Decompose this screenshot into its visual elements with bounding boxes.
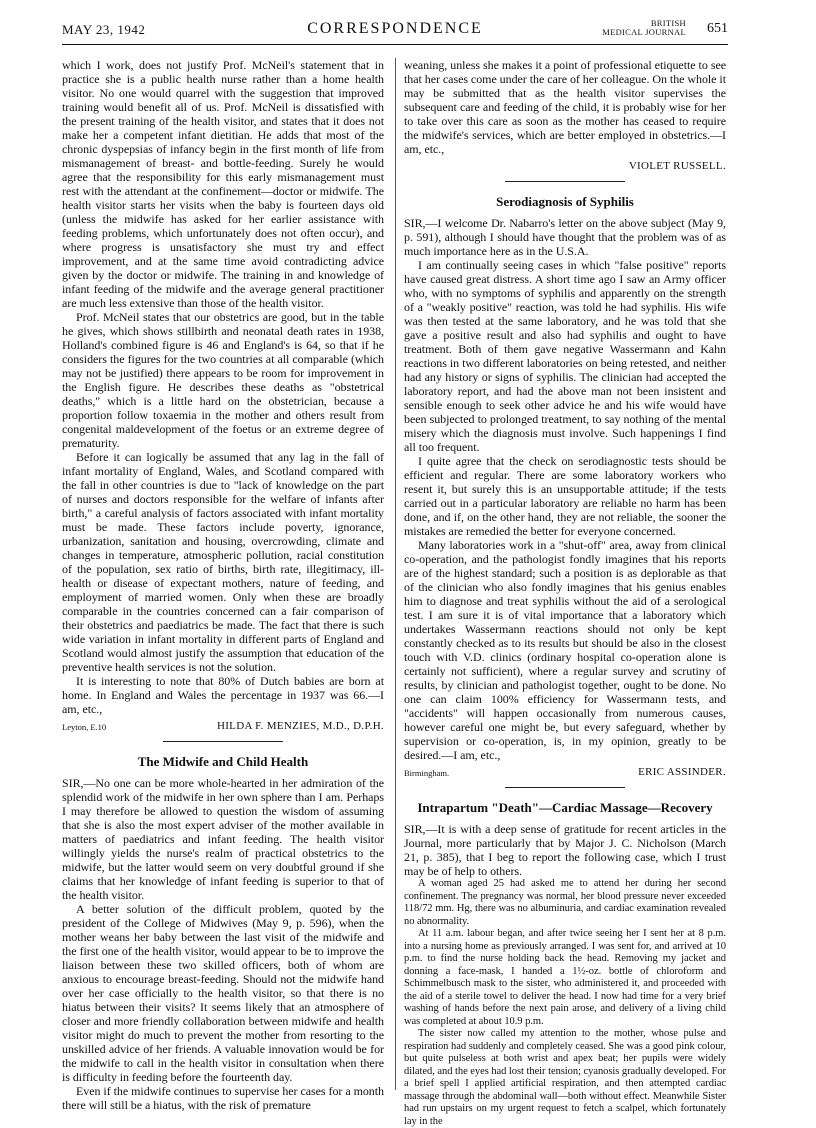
- case-report-paragraph: The sister now called my attention to the mother, whose pulse and respiration had suddenly and completely ceased. She was a good pink colour, but quite pulseless at both wrist and apex beat; her pupils were widely dilated, and the eyes had lost their tension; cyanosis gradually developed. For a brief spell I applied artificial respiration, and then attempted cardiac massage through the abdominal wall—both without effect. Meanwhile Sister had run upstairs on my urgent request to fetch a scalpel, which fortunately lay in the: [404, 1028, 726, 1127]
- column-divider: [395, 58, 396, 1090]
- right-column: [404, 58, 726, 1128]
- journal-name-line1: BRITISH: [650, 18, 686, 28]
- separator: [62, 734, 384, 748]
- signature-name: ERIC ASSINDER.: [638, 766, 726, 778]
- page-header: [62, 18, 728, 45]
- case-report-paragraph: A woman aged 25 had asked me to attend her during her second confinement. The pregnancy was normal, her blood pressure never exceeded 118/72 mm. Hg, there was no albuminuria, and cardiac examination revealed no abnormality.: [404, 878, 726, 927]
- letter2-paragraph: [62, 776, 384, 902]
- letter2-paragraph: weaning, unless she makes it a point of professional etiquette to see that her cases come under the care of her colleague. On the whole it may be submitted that as the health visitor supervises the subsequent care and feeding of the child, it is probably wise for her to take over this care as soon as the mother has ceased to require the midwife's services, which are better employed in obstetrics.—I am, etc.,: [404, 58, 726, 156]
- letter4-paragraph: [404, 822, 726, 878]
- letter3-paragraph: I am continually seeing cases in which "false positive" reports have caused great distress. A short time ago I saw an Army officer who, with no symptoms of syphilis and apparently on the strength of a "weakly positive" reaction, was told he had syphilis. His wife was then tested at the same laboratory, and he was told that she gave a positive result and also had syphilis and ought to have treatment. Both of them gave negative Wassermann and Kahn reactions in two different laboratories on being retested, and neither had any history or signs of syphilis. The clinician had accepted the laboratory report, and had the above man not been insistent and sensible enough to seek other advice he and his wife would have been subjected to prolonged treatment, to say nothing of the mental misery which the diagnosis must involve. Such happenings I find all too frequent.: [404, 258, 726, 454]
- signature-block: [62, 718, 384, 734]
- signature-place: Leyton, E.10: [62, 722, 107, 732]
- signature-block: [404, 158, 726, 174]
- salutation: SIR,: [404, 216, 426, 230]
- letter3-opening: —I welcome Dr. Nabarro's letter on the above subject (May 9, p. 591), although I should have thought that the problem was of as much importance here as in the U.S.A.: [404, 216, 726, 258]
- journal-name: [602, 19, 686, 37]
- letter2-paragraph: Even if the midwife continues to supervise her cases for a month there will still be a hiatus, with the risk of premature: [62, 1084, 384, 1112]
- signature-block: [404, 764, 726, 780]
- article-title: The Midwife and Child Health: [137, 754, 309, 769]
- letter1-paragraph: Prof. McNeil states that our obstetrics are good, but in the table he gives, which shows stillbirth and neonatal death rates in 1938, Holland's combined figure is 46 and England's is 64, so that if he considers the figures for the two countries at all comparable (which may not be justified) there appears to be room for improvement in the English figure. He describes these deaths as "obstetrical deaths," which is a little hard on the obstetrician, because a proportion follow toxaemia in the mother and others result from congenital maldevelopment of the foetus or an extreme degree of prematurity.: [62, 310, 384, 450]
- signature-place: Birmingham.: [404, 768, 450, 778]
- signature-name: VIOLET RUSSELL.: [628, 160, 726, 172]
- letter2-opening: —No one can be more whole-hearted in her admiration of the splendid work of the midwife in her own sphere than I am. Perhaps I may therefore be allowed to question the wisdom of assuming that she is also the most expert adviser of the mother available in matters of paediatrics and infant feeding. The health visitor willingly yields the nurse's realm of practical obstetrics to the midwife, but the latter would seem on very doubtful ground if she claims that her knowledge of infant feeding is superior to that of the health visitor.: [62, 776, 384, 902]
- issue-date: MAY 23, 1942: [62, 22, 146, 37]
- article-title: Serodiagnosis of Syphilis: [496, 194, 634, 209]
- letter1-paragraph: It is interesting to note that 80% of Dutch babies are born at home. In England and Wales the percentage in 1937 was 66.—I am, etc.,: [62, 674, 384, 716]
- salutation: SIR,: [62, 776, 84, 790]
- page-number: 651: [707, 21, 728, 36]
- signature-name: HILDA F. MENZIES, M.D., D.P.H.: [216, 720, 384, 732]
- letter3-paragraph: Many laboratories work in a "shut-off" area, away from clinical co-operation, and the pathologist fondly imagines that his reports are of the highest standard; such a position is as deplorable as that of the clinician who also fondly imagines that his genius enables him to diagnose and treat syphilis without the aid of a serological test. I am sure it is of vital importance that a laboratory which undertakes Wassermann reactions should not only be kept constantly checked as to its results but should be also in the closest touch with V.D. clinics (ordinary hospital co-operation alone is certainly not sufficient), where a regular survey and scrutiny of results, by clinician and pathologist together, ought to be done. No one can claim 100% efficiency for Wassermann tests, and "accidents" will happen occasionally from numerous causes, however careful one might be, but every safeguard, whether by supervision or co-operation, is, in my opinion, greatly to be desired.—I am, etc.,: [404, 538, 726, 762]
- letter1-paragraph: which I work, does not justify Prof. McNeil's statement that in practice she is a public health nurse rather than a home health visitor. No one would quarrel with the suggestion that improved training would benefit all of us. Prof. McNeil is dissatisfied with the present training of the health visitor, and states that it does not make her a competent infant dietitian. He adds that most of the chronic dyspepsias of infancy begin in the first month of life from mismanagement of breast- and bottle-feeding. Surely he would agree that the responsibility for this early mismanagement must rest with the attendant at the confinement—doctor or midwife. The health visitor starts her visits when the baby is fourteen days old (unless the midwife has asked for her earlier assistance with feeding problems, which unfortunately does not often occur), and where progress is unsatisfactory she must try and effect improvement, and at the same time avoid contradicting advice given by the doctor or midwife. The training in and knowledge of infant feeding of the midwife and the average general practitioner are much less extensive than those of the health visitor.: [62, 58, 384, 310]
- salutation: SIR,: [404, 822, 426, 836]
- letter1-paragraph: Before it can logically be assumed that any lag in the fall of infant mortality of England, Wales, and Scotland compared with the fall in other countries is due to "lack of knowledge on the part of nurses and doctors responsible for the welfare of infants after birth," a careful analysis of factors associated with infant mortality must be made. These factors include poverty, ignorance, urbanization, sanitation and housing, overcrowding, climate and changes in temperature, atmospheric pollution, racial constitution of the population, sex ratio of births, birth rate, illegitimacy, ill-health or disease of expectant mothers, nature of feeding, and employment of married women. Only when these are broadly comparable in the countries concerned can a fair comparison of their obstetrics and paediatrics be made. The fact that there is such wide variation in infant mortality in different parts of England and Scotland would almost justify the assumption that education of the preventive health services is not the solution.: [62, 450, 384, 674]
- letter3-paragraph: [404, 216, 726, 258]
- separator: [404, 174, 726, 188]
- article-title: Intrapartum "Death"—Cardiac Massage—Recovery: [417, 800, 713, 815]
- letter4-opening: —It is with a deep sense of gratitude for recent articles in the Journal, more particularly that by Major J. C. Nicholson (March 21, p. 385), that I beg to report the following case, which I trust may be of help to others.: [404, 822, 726, 878]
- separator: [404, 780, 726, 794]
- journal-name-line2: MEDICAL JOURNAL: [602, 27, 686, 37]
- left-column: [62, 58, 384, 1112]
- letter2-paragraph: A better solution of the difficult problem, quoted by the president of the College of Midwives (May 9, p. 596), when the mother weans her baby between the last visit of the midwife and the first one of the health visitor, would appear to be to improve the liaison between these two skilled officers, both of whom are anxious to encourage breast-feeding. Should not the midwife hand over her case officially to the health visitor, so that there is no hiatus between their visits? It seems likely that an atmosphere of closer and more friendly collaboration between midwife and health visitor might do much to prevent the mother from resorting to the unskilled advice of her friends. A valuable innovation would be for the midwife to call in the health visitor in consultation when there is difficulty in feeding before the fourteenth day.: [62, 902, 384, 1084]
- section-heading: CORRESPONDENCE: [307, 20, 483, 37]
- case-report-paragraph: At 11 a.m. labour began, and after twice seeing her I sent her at 8 p.m. into a nursing home as previously arranged. I was sent for, and arrived at 10 p.m. to find the nurse holding back the head. Removing my jacket and donning a face-mask, I handed a 1½-oz. bottle of chloroform and Schimmelbusch mask to the sister, who administered it, and proceeded with the aid of a sterile towel to deliver the head. I now had time for a very brief washing of hands before the next pain arose, and delivery of a living child was completed at about 10.9 p.m.: [404, 928, 726, 1027]
- letter3-paragraph: I quite agree that the check on serodiagnostic tests should be efficient and regular. There are some laboratory workers who resent it, but surely this is an unsupportable attitude; if the tests carried out in a particular laboratory are reliable no harm has been done, and if, on the other hand, they are not reliable, the sooner the mistakes are remedied the better for everyone concerned.: [404, 454, 726, 538]
